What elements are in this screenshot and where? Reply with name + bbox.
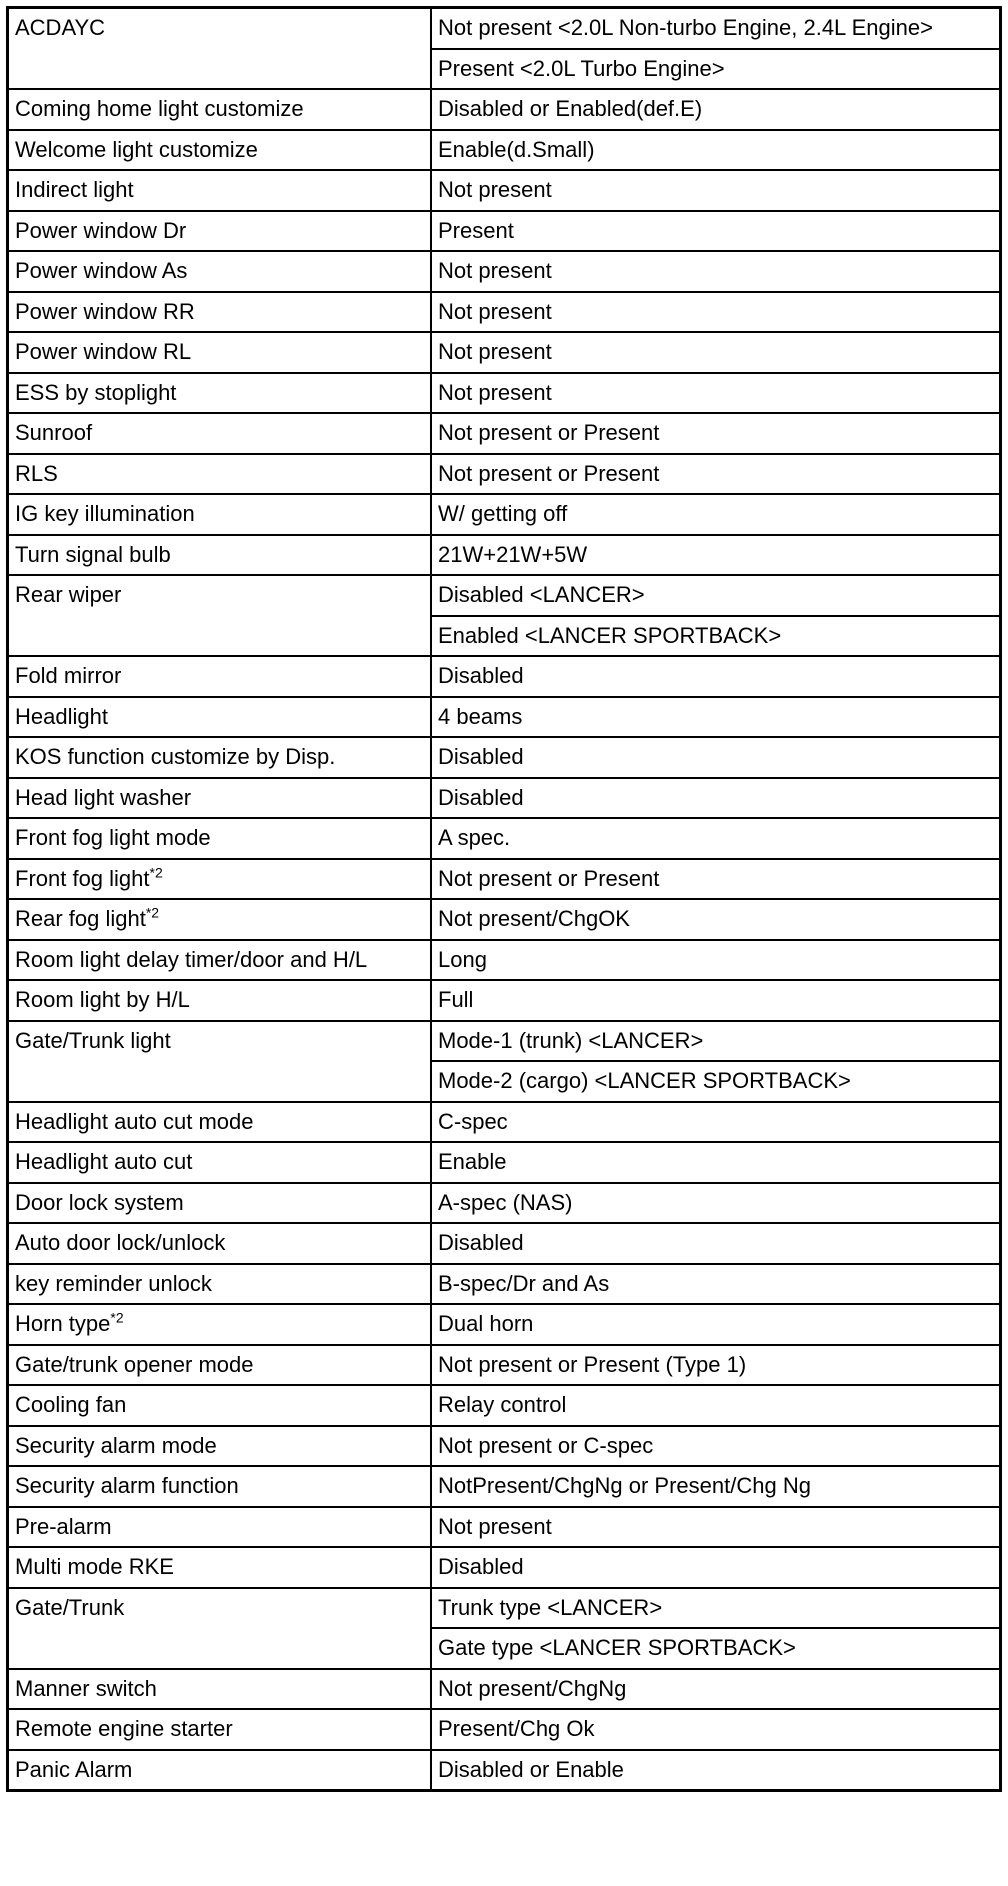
item-name: Power window As: [15, 258, 188, 284]
item-name: Welcome light customize: [15, 136, 258, 162]
item-value: Enable(d.Small): [431, 130, 1001, 171]
item-value: Trunk type <LANCER>: [431, 1588, 1001, 1629]
item-value: Disabled: [431, 737, 1001, 778]
table-row: [8, 737, 1001, 778]
item-name-cell: [8, 130, 432, 171]
table-row: [8, 1304, 1001, 1345]
item-name: Headlight auto cut: [15, 1149, 193, 1175]
item-value: Disabled: [431, 1223, 1001, 1264]
item-value: Relay control: [431, 1385, 1001, 1426]
item-name-cell: [8, 1385, 432, 1426]
item-name-cell: [8, 332, 432, 373]
item-name-cell: [8, 818, 432, 859]
item-value: Present/Chg Ok: [431, 1709, 1001, 1750]
item-name: Front fog light: [15, 865, 150, 891]
item-value: Enabled <LANCER SPORTBACK>: [431, 616, 1001, 657]
item-name-cell: [8, 251, 432, 292]
item-value: Disabled or Enabled(def.E): [431, 89, 1001, 130]
item-name-cell: [8, 1021, 432, 1102]
item-name: Cooling fan: [15, 1392, 127, 1418]
item-value: W/ getting off: [431, 494, 1001, 535]
item-name-cell: [8, 1750, 432, 1791]
table-row: [8, 1547, 1001, 1588]
footnote-marker: *2: [110, 1309, 124, 1326]
item-name: ESS by stoplight: [15, 379, 177, 405]
table-row: [8, 575, 1001, 616]
table-row: [8, 697, 1001, 738]
item-name: Pre-alarm: [15, 1513, 112, 1539]
item-value: Present: [431, 211, 1001, 252]
item-name: Fold mirror: [15, 663, 122, 689]
item-name: Manner switch: [15, 1675, 157, 1701]
table-row: [8, 130, 1001, 171]
item-value: Disabled: [431, 778, 1001, 819]
item-name-cell: [8, 1102, 432, 1143]
item-value: Not present/ChgNg: [431, 1669, 1001, 1710]
table-row: [8, 1345, 1001, 1386]
item-name: Coming home light customize: [15, 96, 304, 122]
item-name-cell: [8, 656, 432, 697]
item-name: Rear fog light: [15, 906, 146, 932]
item-value: Mode-1 (trunk) <LANCER>: [431, 1021, 1001, 1062]
item-value: Disabled: [431, 656, 1001, 697]
table-row: [8, 332, 1001, 373]
item-value: Not present: [431, 1507, 1001, 1548]
item-name-cell: [8, 697, 432, 738]
item-name-cell: [8, 1547, 432, 1588]
item-value: Present <2.0L Turbo Engine>: [431, 49, 1001, 90]
item-name: Auto door lock/unlock: [15, 1230, 226, 1256]
table-row: [8, 859, 1001, 900]
table-row: [8, 170, 1001, 211]
table-row: [8, 1142, 1001, 1183]
item-name-cell: [8, 1183, 432, 1224]
item-name-cell: [8, 1466, 432, 1507]
table-row: [8, 656, 1001, 697]
table-row: [8, 1669, 1001, 1710]
table-row: [8, 1021, 1001, 1062]
item-name: Power window RL: [15, 339, 192, 365]
item-name: RLS: [15, 460, 58, 486]
item-name-cell: [8, 535, 432, 576]
item-name-cell: [8, 1345, 432, 1386]
table-row: [8, 1264, 1001, 1305]
item-name: Gate/trunk opener mode: [15, 1351, 254, 1377]
item-name: Head light washer: [15, 784, 192, 810]
item-name: KOS function customize by Disp.: [15, 744, 336, 770]
item-name-cell: [8, 413, 432, 454]
table-row: [8, 8, 1001, 49]
item-name-cell: [8, 737, 432, 778]
item-value: Not present or Present (Type 1): [431, 1345, 1001, 1386]
item-value: Dual horn: [431, 1304, 1001, 1345]
item-value: Not present: [431, 292, 1001, 333]
item-name-cell: [8, 1304, 432, 1345]
item-value: Full: [431, 980, 1001, 1021]
item-name-cell: [8, 8, 432, 90]
item-value: Not present: [431, 170, 1001, 211]
item-name-cell: [8, 89, 432, 130]
table-row: [8, 454, 1001, 495]
item-name: Turn signal bulb: [15, 541, 171, 567]
table-row: [8, 1426, 1001, 1467]
footnote-marker: *2: [145, 904, 160, 921]
table-row: [8, 1385, 1001, 1426]
item-name: IG key illumination: [15, 501, 195, 527]
item-name: Rear wiper: [15, 582, 122, 607]
item-name: Sunroof: [15, 420, 93, 446]
item-name: Headlight: [15, 703, 108, 729]
item-name-cell: [8, 1426, 432, 1467]
table-row: [8, 1102, 1001, 1143]
item-value: Not present: [431, 373, 1001, 414]
item-name-cell: [8, 211, 432, 252]
item-name: ACDAYC: [15, 15, 106, 40]
item-name-cell: [8, 1669, 432, 1710]
item-name-cell: [8, 859, 432, 900]
item-value: Not present <2.0L Non-turbo Engine, 2.4L Engine>: [431, 8, 1001, 49]
item-name-cell: [8, 494, 432, 535]
item-value: Not present or C-spec: [431, 1426, 1001, 1467]
customization-table-body: [8, 8, 1001, 1791]
item-name-cell: [8, 292, 432, 333]
table-row: [8, 89, 1001, 130]
item-name-cell: [8, 940, 432, 981]
item-name: Headlight auto cut mode: [15, 1108, 254, 1134]
table-row: [8, 980, 1001, 1021]
item-value: C-spec: [431, 1102, 1001, 1143]
item-value: Mode-2 (cargo) <LANCER SPORTBACK>: [431, 1061, 1001, 1102]
item-value: 21W+21W+5W: [431, 535, 1001, 576]
item-name: Multi mode RKE: [15, 1554, 174, 1580]
item-value: Disabled or Enable: [431, 1750, 1001, 1791]
item-name-cell: [8, 373, 432, 414]
item-name: Panic Alarm: [15, 1756, 133, 1782]
item-name: Power window Dr: [15, 217, 187, 243]
item-value: A-spec (NAS): [431, 1183, 1001, 1224]
table-row: [8, 1507, 1001, 1548]
table-row: [8, 413, 1001, 454]
item-name-cell: [8, 170, 432, 211]
item-name-cell: [8, 899, 432, 940]
item-name: key reminder unlock: [15, 1270, 212, 1296]
item-name: Security alarm mode: [15, 1432, 217, 1458]
item-value: B-spec/Dr and As: [431, 1264, 1001, 1305]
item-name: Door lock system: [15, 1189, 184, 1215]
item-name-cell: [8, 980, 432, 1021]
item-value: Disabled <LANCER>: [431, 575, 1001, 616]
item-name: Horn type: [15, 1311, 111, 1337]
item-value: Gate type <LANCER SPORTBACK>: [431, 1628, 1001, 1669]
item-value: NotPresent/ChgNg or Present/Chg Ng: [431, 1466, 1001, 1507]
item-name-cell: [8, 1709, 432, 1750]
table-row: [8, 818, 1001, 859]
table-row: [8, 251, 1001, 292]
item-name: Gate/Trunk: [15, 1594, 125, 1620]
item-name-cell: [8, 454, 432, 495]
item-value: Not present or Present: [431, 413, 1001, 454]
item-name: Front fog light mode: [15, 825, 211, 851]
item-name-cell: [8, 575, 432, 656]
item-name-cell: [8, 778, 432, 819]
customization-table: [6, 6, 1002, 1792]
item-name: Power window RR: [15, 298, 195, 324]
item-value: Not present: [431, 332, 1001, 373]
item-value: Not present or Present: [431, 454, 1001, 495]
item-name: Security alarm function: [15, 1473, 239, 1499]
table-row: [8, 1709, 1001, 1750]
item-value: Not present/ChgOK: [431, 899, 1001, 940]
item-value: Disabled: [431, 1547, 1001, 1588]
item-name-cell: [8, 1142, 432, 1183]
table-row: [8, 1588, 1001, 1629]
table-row: [8, 211, 1001, 252]
table-row: [8, 1466, 1001, 1507]
item-value: Enable: [431, 1142, 1001, 1183]
table-row: [8, 292, 1001, 333]
table-row: [8, 1223, 1001, 1264]
item-name-cell: [8, 1223, 432, 1264]
item-value: Long: [431, 940, 1001, 981]
item-name: Room light by H/L: [15, 987, 190, 1013]
item-name-cell: [8, 1507, 432, 1548]
table-row: [8, 899, 1001, 940]
table-row: [8, 373, 1001, 414]
item-name: Gate/Trunk light: [15, 1027, 171, 1053]
item-name: Remote engine starter: [15, 1716, 233, 1742]
table-row: [8, 494, 1001, 535]
item-name-cell: [8, 1264, 432, 1305]
footnote-marker: *2: [149, 864, 163, 881]
table-row: [8, 1183, 1001, 1224]
table-row: [8, 1750, 1001, 1791]
item-name-cell: [8, 1588, 432, 1669]
item-value: 4 beams: [431, 697, 1001, 738]
item-name: Room light delay timer/door and H/L: [15, 946, 368, 972]
table-row: [8, 778, 1001, 819]
item-value: Not present: [431, 251, 1001, 292]
item-value: A spec.: [431, 818, 1001, 859]
item-name: Indirect light: [15, 177, 134, 203]
table-row: [8, 535, 1001, 576]
table-row: [8, 940, 1001, 981]
item-value: Not present or Present: [431, 859, 1001, 900]
